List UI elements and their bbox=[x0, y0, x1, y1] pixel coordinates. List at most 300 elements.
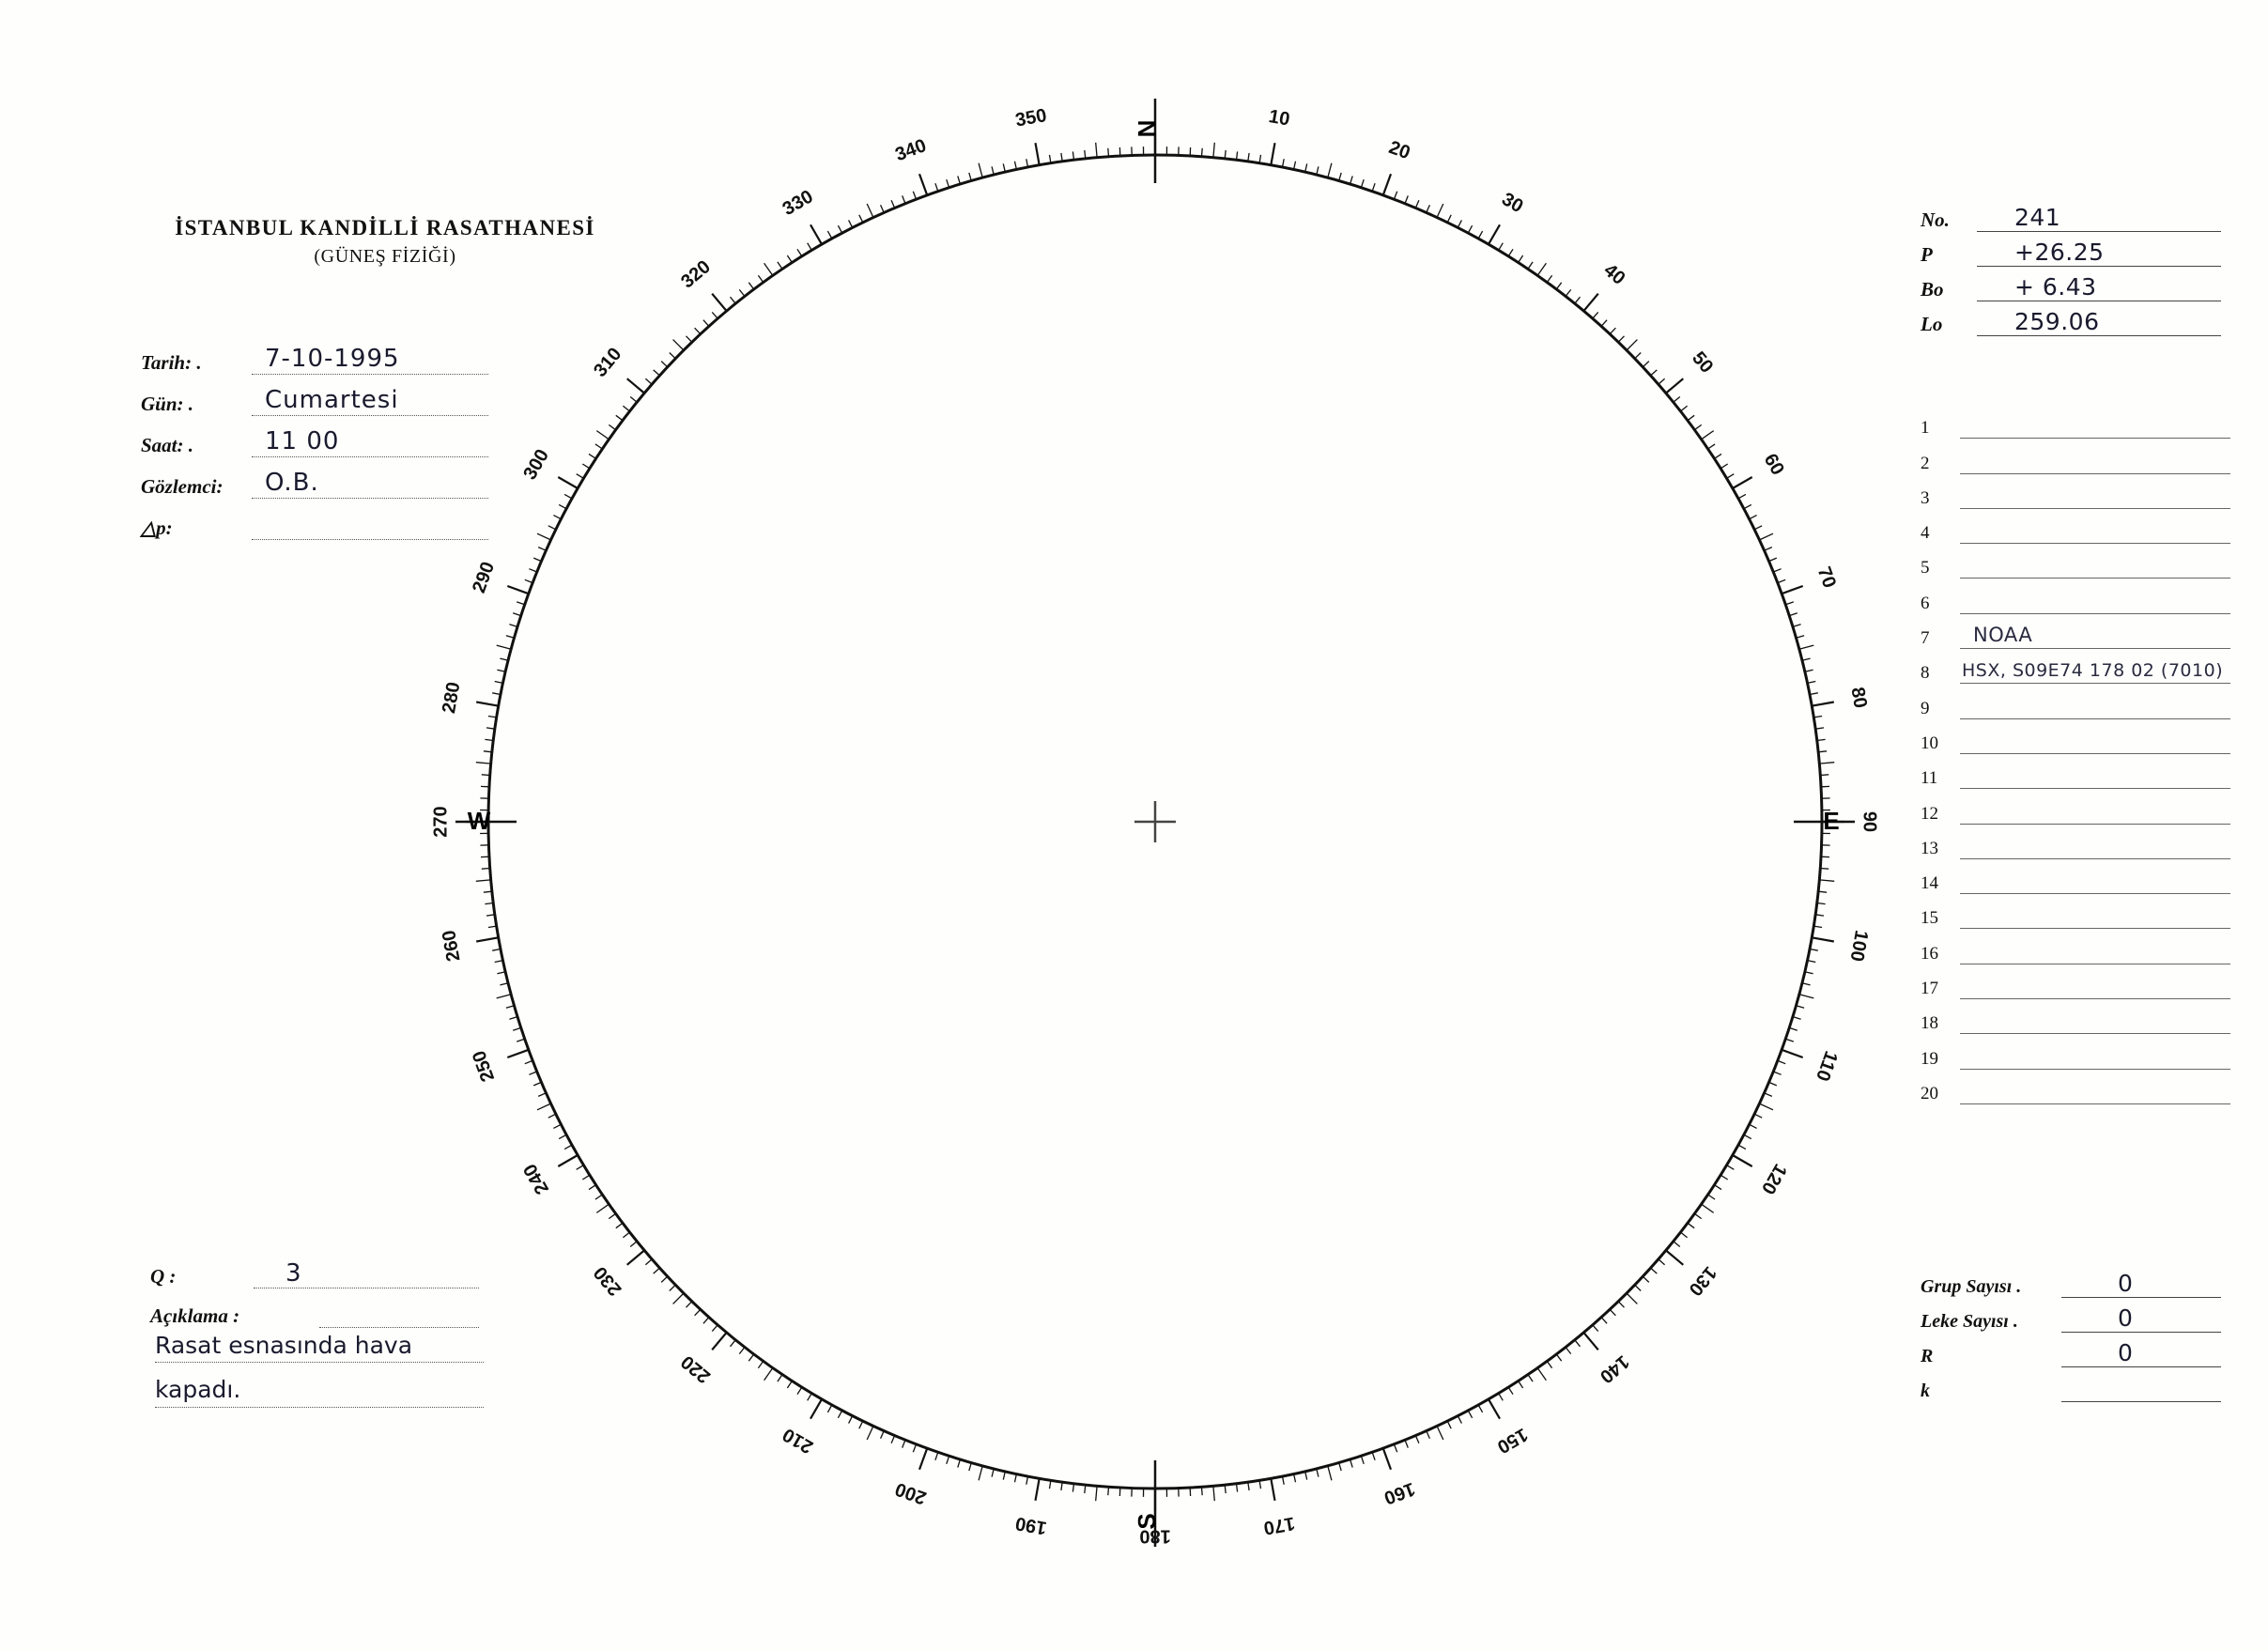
dial-tick bbox=[1317, 166, 1319, 175]
label-aciklama: Açıklama : bbox=[150, 1304, 240, 1327]
entry-line[interactable] bbox=[1960, 648, 2230, 684]
label-bo: Bo bbox=[1921, 278, 1944, 301]
dial-tick bbox=[748, 283, 753, 289]
dial-tick bbox=[1528, 1375, 1533, 1382]
dial-tick bbox=[1259, 155, 1260, 163]
dial-tick bbox=[1415, 200, 1419, 208]
dial-tick bbox=[1802, 658, 1811, 660]
dial-tick bbox=[1778, 579, 1785, 582]
dial-tick bbox=[577, 474, 584, 479]
entry-number: 18 bbox=[1921, 1013, 1938, 1034]
dial-tick bbox=[1778, 1060, 1785, 1063]
dial-tick bbox=[645, 378, 652, 384]
dial-tick bbox=[947, 1456, 949, 1464]
dial-tick bbox=[838, 225, 841, 233]
value-gozlemci[interactable]: O.B. bbox=[252, 469, 488, 499]
dial-tick bbox=[582, 1175, 590, 1180]
dial-tick bbox=[712, 1333, 726, 1350]
entry-line[interactable] bbox=[1960, 998, 2230, 1034]
dial-tick bbox=[507, 586, 529, 594]
summary-block bbox=[1921, 1263, 2221, 1402]
dial-tick bbox=[695, 1309, 701, 1316]
entry-number: 2 bbox=[1921, 453, 1930, 473]
value-lo[interactable]: 259.06 bbox=[1977, 308, 2221, 336]
dial-tick bbox=[1760, 1103, 1774, 1110]
dial-degree-label: 70 bbox=[1813, 563, 1841, 592]
dial-tick bbox=[564, 494, 572, 498]
dial-tick bbox=[1666, 378, 1683, 393]
dial-tick bbox=[787, 255, 792, 263]
dial-tick bbox=[645, 1259, 652, 1265]
dial-tick bbox=[1802, 983, 1811, 985]
dial-tick bbox=[1618, 336, 1624, 343]
dial-tick bbox=[553, 1124, 561, 1128]
dial-tick bbox=[808, 243, 812, 251]
dial-tick bbox=[630, 1242, 637, 1247]
dial-tick bbox=[517, 1039, 525, 1042]
org-name-line2: (GÜNEŞ FİZİĞİ) bbox=[314, 246, 456, 267]
entry-line[interactable] bbox=[1960, 788, 2230, 824]
dial-tick bbox=[1003, 163, 1005, 172]
value-leke-sayisi[interactable]: 0 bbox=[2061, 1304, 2221, 1333]
entry-number: 19 bbox=[1921, 1048, 1938, 1069]
dial-tick bbox=[1350, 176, 1353, 184]
dial-tick bbox=[577, 1165, 584, 1170]
dial-degree-label: 220 bbox=[677, 1350, 715, 1387]
dial-tick bbox=[1708, 1195, 1716, 1199]
entry-row bbox=[1921, 825, 2230, 859]
dial-tick bbox=[1489, 1399, 1500, 1419]
dial-tick bbox=[1537, 263, 1546, 275]
entry-row bbox=[1921, 754, 2230, 789]
dial-tick bbox=[1773, 569, 1781, 572]
dial-tick bbox=[687, 1302, 692, 1308]
dial-tick bbox=[623, 406, 629, 411]
entry-number: 8 bbox=[1921, 663, 1930, 684]
dial-tick bbox=[559, 1134, 566, 1138]
dial-tick bbox=[513, 1027, 521, 1030]
entry-line[interactable] bbox=[1960, 403, 2230, 439]
value-grup-sayisi[interactable]: 0 bbox=[2061, 1270, 2221, 1298]
dial-tick bbox=[1738, 494, 1746, 498]
dial-tick bbox=[529, 569, 536, 572]
dial-tick bbox=[1797, 636, 1805, 639]
summary-row-groups bbox=[1921, 1263, 2221, 1298]
dial-degree-label: 40 bbox=[1599, 259, 1629, 289]
dial-tick bbox=[1202, 148, 1203, 157]
dial-tick bbox=[1651, 1268, 1658, 1273]
dial-tick bbox=[1812, 702, 1834, 706]
dial-tick bbox=[1659, 1259, 1665, 1265]
dial-tick bbox=[739, 1348, 745, 1354]
dial-tick bbox=[1003, 1472, 1005, 1480]
dial-tick bbox=[859, 215, 863, 223]
parameter-panel bbox=[1921, 197, 2221, 336]
dial-tick bbox=[476, 880, 491, 881]
label-lo: Lo bbox=[1921, 313, 1943, 335]
dial-tick bbox=[630, 397, 637, 403]
dial-tick bbox=[1372, 1452, 1375, 1460]
dial-degree-label: 10 bbox=[1267, 106, 1291, 131]
dial-tick bbox=[891, 200, 895, 208]
dial-tick bbox=[1468, 225, 1472, 233]
dial-tick bbox=[1528, 262, 1533, 270]
dial-tick bbox=[500, 658, 508, 660]
entry-row bbox=[1921, 404, 2230, 439]
dial-tick bbox=[1738, 1145, 1746, 1149]
entry-row bbox=[1921, 789, 2230, 824]
dial-svg bbox=[404, 70, 1906, 1573]
dial-tick bbox=[509, 625, 517, 627]
dial-tick bbox=[1785, 1039, 1794, 1042]
dial-tick bbox=[1213, 143, 1214, 158]
entry-row bbox=[1921, 1034, 2230, 1069]
entry-number: 14 bbox=[1921, 873, 1938, 894]
dial-tick bbox=[1108, 148, 1109, 157]
dial-tick bbox=[497, 972, 505, 974]
dial-tick bbox=[476, 763, 491, 764]
entry-number: 5 bbox=[1921, 558, 1930, 579]
param-row-no bbox=[1921, 197, 2221, 232]
param-row-bo bbox=[1921, 267, 2221, 301]
dial-tick bbox=[979, 1466, 982, 1481]
dial-tick bbox=[529, 1072, 536, 1074]
dial-tick bbox=[1361, 179, 1364, 188]
dial-tick bbox=[1674, 397, 1680, 403]
dial-tick bbox=[913, 1444, 916, 1452]
dial-tick bbox=[1213, 1486, 1214, 1501]
dial-degree-label: 250 bbox=[469, 1047, 500, 1085]
dial-tick bbox=[1566, 289, 1571, 296]
dial-tick bbox=[1305, 1472, 1307, 1480]
dial-degree-label: 60 bbox=[1759, 450, 1788, 479]
dial-tick bbox=[582, 464, 590, 469]
dial-tick bbox=[538, 548, 546, 551]
dial-tick bbox=[1688, 1223, 1694, 1227]
dial-tick bbox=[1508, 1387, 1513, 1395]
value-bo[interactable]: + 6.43 bbox=[1977, 273, 2221, 301]
label-tarih: Tarih: . bbox=[141, 351, 202, 374]
entry-row bbox=[1921, 579, 2230, 613]
dial-tick bbox=[488, 926, 497, 927]
dial-tick bbox=[1478, 1405, 1482, 1412]
dial-tick bbox=[1566, 1348, 1571, 1354]
dial-tick bbox=[1447, 1421, 1451, 1428]
dial-tick bbox=[1583, 1333, 1597, 1350]
dial-tick bbox=[670, 353, 676, 359]
dial-tick bbox=[1727, 474, 1735, 479]
dial-tick bbox=[1575, 1340, 1581, 1347]
dial-tick bbox=[1294, 1474, 1296, 1483]
dial-tick bbox=[935, 183, 938, 192]
dial-tick bbox=[935, 1452, 938, 1460]
dial-tick bbox=[1674, 1242, 1680, 1247]
dial-tick bbox=[758, 275, 763, 282]
dial-tick bbox=[827, 1405, 831, 1412]
dial-tick bbox=[506, 636, 515, 639]
value-r[interactable]: 0 bbox=[2061, 1339, 2221, 1367]
dial-tick bbox=[1651, 370, 1658, 376]
dial-degree-label: 130 bbox=[1684, 1262, 1720, 1300]
dial-tick bbox=[1437, 1427, 1443, 1441]
entry-line[interactable] bbox=[1960, 1069, 2230, 1104]
dial-degree-label: 210 bbox=[779, 1423, 817, 1458]
label-no: No. bbox=[1921, 208, 1950, 231]
dial-degree-label: 230 bbox=[590, 1262, 626, 1300]
dial-tick bbox=[1499, 243, 1504, 251]
dial-tick bbox=[616, 415, 623, 420]
dial-tick bbox=[1618, 1302, 1624, 1308]
dial-tick bbox=[778, 262, 782, 270]
entry-row bbox=[1921, 614, 2230, 649]
dial-tick bbox=[482, 869, 490, 870]
dial-tick bbox=[476, 937, 499, 941]
dial-tick bbox=[1317, 1469, 1319, 1477]
dial-tick bbox=[1601, 320, 1607, 327]
dial-tick bbox=[1271, 1478, 1274, 1501]
entry-line[interactable] bbox=[1960, 753, 2230, 789]
dial-tick bbox=[1610, 1309, 1615, 1316]
dial-tick bbox=[1328, 1466, 1332, 1481]
dial-tick bbox=[589, 454, 596, 458]
dial-tick bbox=[992, 166, 994, 175]
dial-tick bbox=[1519, 255, 1523, 263]
dial-tick bbox=[495, 682, 503, 684]
dial-tick bbox=[1789, 1027, 1797, 1030]
dial-tick bbox=[1782, 586, 1803, 594]
dial-degree-label: 170 bbox=[1261, 1512, 1297, 1538]
dial-tick bbox=[748, 1354, 753, 1361]
entry-line[interactable] bbox=[1960, 1033, 2230, 1069]
dial-tick bbox=[958, 1459, 961, 1468]
dial-tick bbox=[623, 1232, 629, 1238]
dial-tick bbox=[1750, 1124, 1757, 1128]
value-q[interactable]: 3 bbox=[254, 1259, 479, 1288]
dial-tick bbox=[695, 328, 701, 334]
dial-tick bbox=[548, 1114, 556, 1118]
value-p[interactable]: +26.25 bbox=[1977, 239, 2221, 267]
dial-tick bbox=[1383, 174, 1391, 195]
dial-tick bbox=[525, 1060, 532, 1063]
summary-row-r bbox=[1921, 1333, 2221, 1367]
dial-tick bbox=[1519, 1381, 1523, 1389]
dial-tick bbox=[616, 1223, 623, 1227]
dial-tick bbox=[596, 431, 609, 440]
dial-tick bbox=[764, 263, 773, 275]
dial-tick bbox=[1727, 1165, 1735, 1170]
entry-line[interactable] bbox=[1960, 893, 2230, 929]
dial-tick bbox=[1394, 192, 1396, 199]
entry-list bbox=[1921, 404, 2230, 1104]
dial-tick bbox=[1556, 1354, 1561, 1361]
dial-tick bbox=[595, 1195, 603, 1199]
dial-tick bbox=[712, 294, 726, 311]
dial-tick bbox=[497, 670, 505, 671]
dial-degree-label: 150 bbox=[1493, 1423, 1532, 1458]
entry-row bbox=[1921, 684, 2230, 718]
entry-number: 9 bbox=[1921, 698, 1930, 718]
dial-tick bbox=[1108, 1487, 1109, 1495]
dial-tick bbox=[538, 1093, 546, 1097]
dial-tick bbox=[1765, 548, 1772, 551]
entry-number: 3 bbox=[1921, 487, 1930, 508]
dial-degree-label: 270 bbox=[430, 806, 452, 838]
value-saat[interactable]: 11 00 bbox=[252, 427, 488, 457]
entry-line[interactable] bbox=[1960, 824, 2230, 859]
label-gozlemci: Gözlemci: bbox=[141, 475, 224, 498]
dial-degree-label: 50 bbox=[1688, 347, 1718, 378]
cardinal-north: N bbox=[1133, 119, 1161, 138]
dial-tick bbox=[553, 516, 561, 519]
label-saat: Saat: . bbox=[141, 434, 194, 456]
dial-tick bbox=[1810, 693, 1818, 695]
dial-tick bbox=[969, 173, 972, 181]
dial-tick bbox=[1808, 961, 1816, 963]
dial-tick bbox=[564, 1145, 572, 1149]
summary-row-k bbox=[1921, 1367, 2221, 1402]
value-k[interactable] bbox=[2061, 1401, 2221, 1402]
dial-degree-label: 280 bbox=[439, 680, 465, 716]
dial-tick bbox=[673, 1293, 684, 1304]
entry-row bbox=[1921, 649, 2230, 684]
dial-tick bbox=[1478, 231, 1482, 239]
dial-tick bbox=[903, 195, 905, 203]
dial-tick bbox=[1405, 195, 1408, 203]
entry-row bbox=[1921, 894, 2230, 929]
dial-tick bbox=[1489, 224, 1500, 244]
entry-row bbox=[1921, 999, 2230, 1034]
dial-degree-label: 260 bbox=[439, 928, 465, 964]
param-row-lo bbox=[1921, 301, 2221, 336]
dial-tick bbox=[1750, 516, 1757, 519]
entry-line[interactable] bbox=[1960, 508, 2230, 544]
dial-degree-label: 310 bbox=[590, 344, 626, 381]
dial-tick bbox=[979, 163, 982, 178]
dial-tick bbox=[1760, 533, 1774, 540]
entry-line[interactable] bbox=[1960, 964, 2230, 999]
entry-line[interactable] bbox=[1960, 543, 2230, 579]
dial-tick bbox=[1627, 340, 1637, 350]
dial-tick bbox=[881, 1431, 885, 1439]
dial-tick bbox=[1810, 949, 1818, 951]
dial-tick bbox=[1754, 1114, 1762, 1118]
dial-tick bbox=[609, 424, 615, 429]
entry-row bbox=[1921, 509, 2230, 544]
dial-tick bbox=[661, 362, 668, 367]
org-name-line1: İSTANBUL KANDİLLİ RASATHANESİ bbox=[175, 216, 595, 239]
entry-number: 7 bbox=[1921, 628, 1930, 649]
dial-tick bbox=[1733, 477, 1752, 488]
dial-tick bbox=[787, 1381, 792, 1389]
dial-tick bbox=[838, 1411, 841, 1418]
dial-tick bbox=[958, 176, 961, 184]
center-cross-icon bbox=[1134, 801, 1176, 842]
entry-line[interactable] bbox=[1960, 858, 2230, 894]
cardinal-south: S bbox=[1133, 1513, 1161, 1530]
entry-line[interactable] bbox=[1960, 928, 2230, 964]
dial-tick bbox=[1015, 162, 1017, 170]
dial-tick bbox=[533, 1082, 541, 1086]
dial-tick bbox=[1819, 763, 1834, 764]
label-grup-sayisi: Grup Sayısı . bbox=[1921, 1276, 2022, 1297]
entry-number: 12 bbox=[1921, 803, 1938, 824]
dial-tick bbox=[476, 702, 499, 706]
dial-tick bbox=[849, 1416, 853, 1424]
label-delta-p: △p: bbox=[141, 517, 173, 539]
dial-tick bbox=[1593, 1325, 1598, 1332]
entry-number: 13 bbox=[1921, 838, 1938, 858]
entry-line[interactable] bbox=[1960, 718, 2230, 754]
entry-row bbox=[1921, 544, 2230, 579]
dial-tick bbox=[867, 204, 873, 218]
dial-tick bbox=[1635, 353, 1642, 359]
dial-tick bbox=[1769, 1082, 1777, 1086]
entry-line[interactable] bbox=[1960, 613, 2230, 649]
entry-row bbox=[1921, 1070, 2230, 1104]
dial-tick bbox=[1437, 204, 1443, 218]
dial-tick bbox=[589, 1185, 596, 1190]
dial-tick bbox=[1797, 1006, 1805, 1009]
value-no[interactable]: 241 bbox=[1977, 204, 2221, 232]
entry-line[interactable] bbox=[1960, 683, 2230, 718]
dial-tick bbox=[482, 775, 490, 776]
entry-number: 20 bbox=[1921, 1083, 1938, 1103]
dial-degree-label: 340 bbox=[892, 135, 930, 166]
value-tarih[interactable]: 7-10-1995 bbox=[252, 345, 488, 375]
label-k: k bbox=[1921, 1381, 1930, 1401]
dial-tick bbox=[1813, 926, 1822, 927]
entry-number: 4 bbox=[1921, 523, 1930, 544]
dial-tick bbox=[1715, 454, 1722, 458]
entry-text: HSX, S09E74 178 02 (7010) bbox=[1962, 660, 2224, 682]
dial-tick bbox=[969, 1463, 972, 1472]
dial-tick bbox=[1643, 362, 1649, 367]
dial-degree-label: 350 bbox=[1013, 105, 1049, 131]
dial-degree-label: 90 bbox=[1859, 810, 1880, 833]
dial-tick bbox=[1765, 1093, 1772, 1097]
solar-disk-dial bbox=[404, 70, 1906, 1573]
entry-line[interactable] bbox=[1960, 438, 2230, 473]
dial-tick bbox=[1666, 1250, 1683, 1264]
dial-tick bbox=[1096, 143, 1097, 158]
dial-tick bbox=[992, 1469, 994, 1477]
dial-degree-label: 320 bbox=[677, 256, 715, 293]
dial-tick bbox=[1785, 602, 1794, 605]
dial-tick bbox=[1694, 1213, 1701, 1218]
label-q: Q : bbox=[150, 1265, 177, 1288]
dial-tick bbox=[1733, 1155, 1752, 1166]
dial-tick bbox=[1499, 1394, 1504, 1401]
dial-tick bbox=[1708, 444, 1716, 449]
entry-line[interactable] bbox=[1960, 578, 2230, 613]
value-gun[interactable]: Cumartesi bbox=[252, 386, 488, 416]
dial-tick bbox=[1350, 1459, 1353, 1468]
dial-degree-label: 240 bbox=[519, 1160, 554, 1198]
dial-tick bbox=[654, 1268, 660, 1273]
dial-degree-label: 160 bbox=[1381, 1477, 1418, 1508]
dial-degree-label: 330 bbox=[779, 186, 817, 221]
dial-tick bbox=[1394, 1444, 1396, 1452]
dial-tick bbox=[1361, 1456, 1364, 1464]
entry-line[interactable] bbox=[1960, 473, 2230, 509]
dial-tick bbox=[1026, 1476, 1028, 1485]
dial-tick bbox=[1339, 173, 1342, 181]
dial-tick bbox=[919, 174, 927, 195]
dial-tick bbox=[1773, 1072, 1781, 1074]
dial-tick bbox=[1782, 1050, 1803, 1057]
entry-number: 16 bbox=[1921, 943, 1938, 964]
dial-degree-label: 20 bbox=[1385, 136, 1413, 164]
